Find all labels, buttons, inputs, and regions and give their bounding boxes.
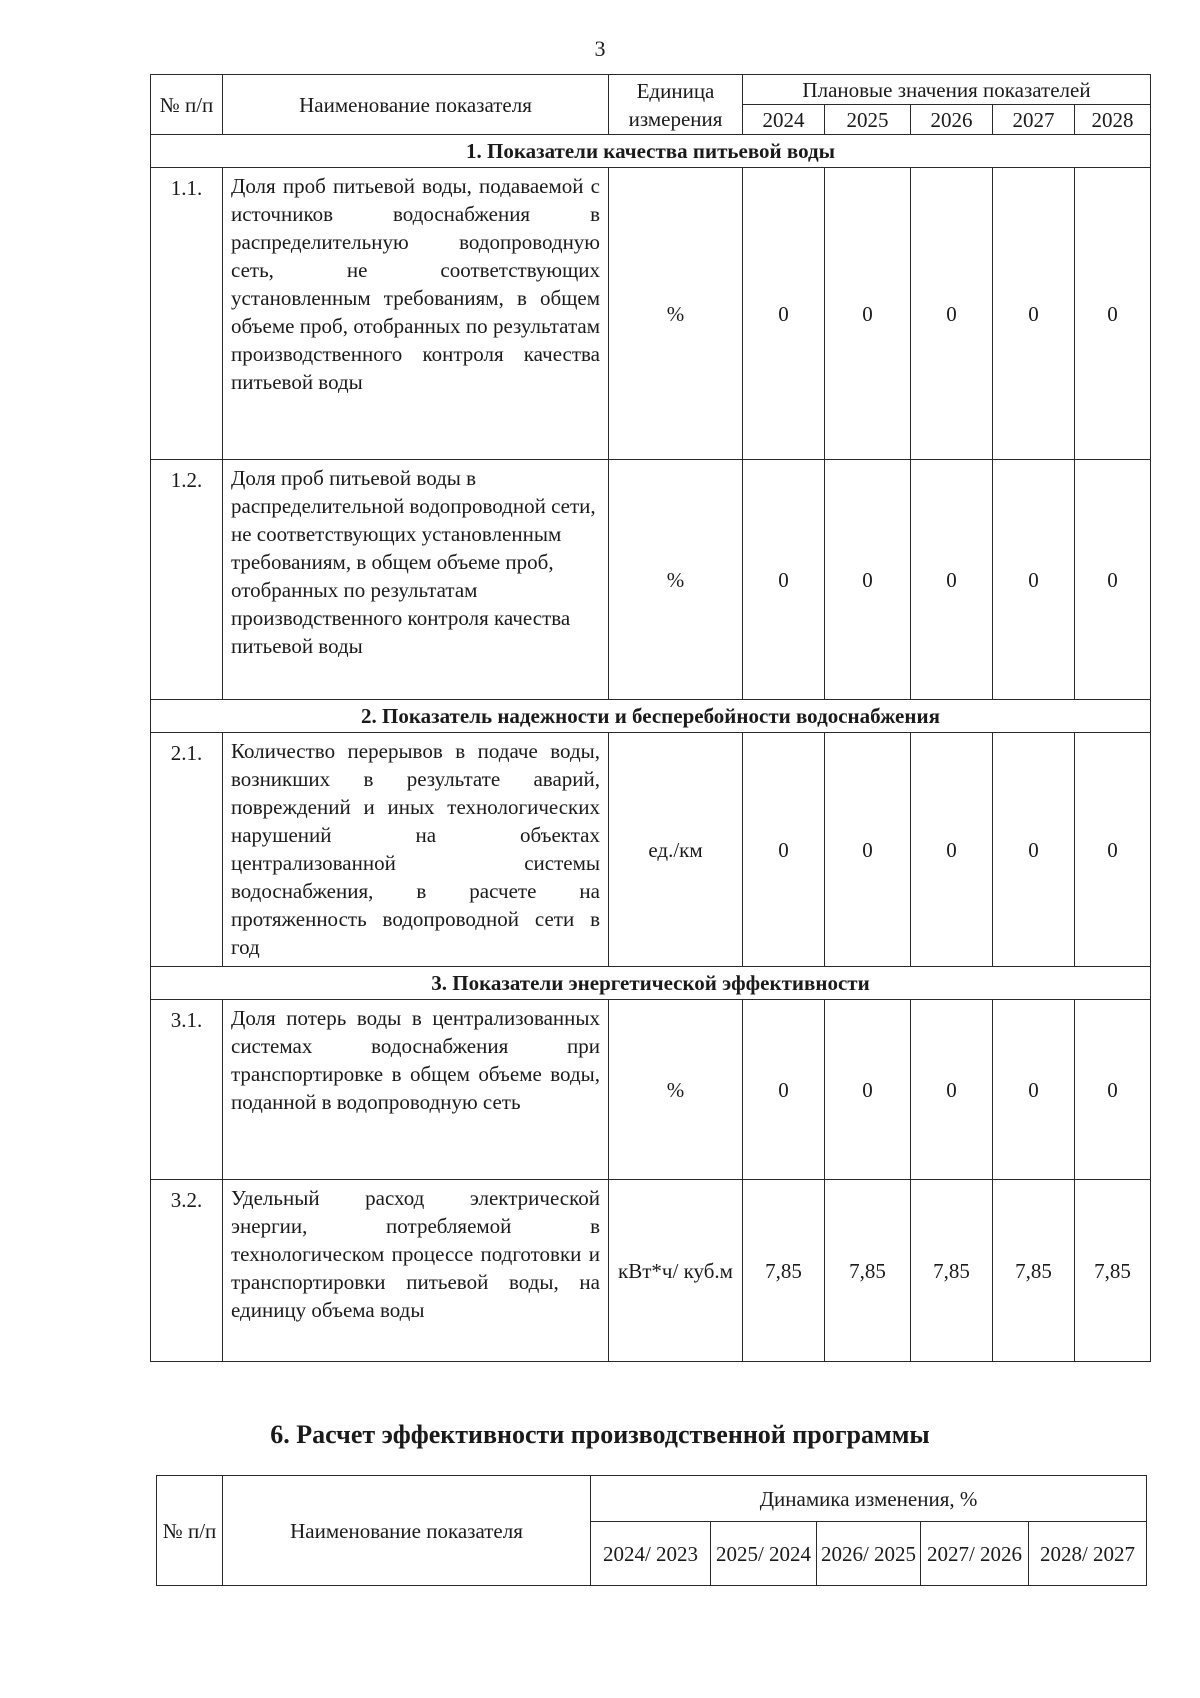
row-value: 0 — [993, 168, 1075, 460]
row-value: 0 — [993, 1000, 1075, 1180]
row-value: 0 — [993, 460, 1075, 700]
row-value: 0 — [1075, 1000, 1151, 1180]
table-row — [151, 733, 1151, 967]
section-title: 2. Показатель надежности и бесперебойности водоснабжения — [151, 700, 1151, 733]
row-value: 0 — [1075, 460, 1151, 700]
header-period: 2027/ 2026 — [921, 1522, 1029, 1586]
row-name: Количество перерывов в подаче воды, возникших в результате аварий, повреждений и иных технологических нарушений на объектах централизованной системы водоснабжения, в расчете на протяженность водопроводной сети в год — [223, 733, 609, 967]
header-year: 2025 — [825, 105, 911, 135]
row-value: 0 — [911, 168, 993, 460]
row-value: 7,85 — [911, 1180, 993, 1362]
header-year: 2026 — [911, 105, 993, 135]
header-num: № п/п — [151, 75, 223, 135]
row-num: 1.2. — [151, 460, 223, 700]
row-value: 0 — [911, 1000, 993, 1180]
header-unit: Единица измерения — [609, 75, 743, 135]
row-name: Доля проб питьевой воды, подаваемой с источников водоснабжения в распределительную водопроводную сеть, не соответствующих установленным требованиям, в общем объеме проб, отобранных по результатам производственного контроля качества питьевой воды — [223, 168, 609, 460]
row-value: 0 — [825, 168, 911, 460]
table-row — [151, 1180, 1151, 1362]
row-unit: кВт*ч/ куб.м — [609, 1180, 743, 1362]
header-period: 2028/ 2027 — [1029, 1522, 1147, 1586]
table-row — [151, 460, 1151, 700]
row-value: 0 — [1075, 733, 1151, 967]
row-value: 7,85 — [1075, 1180, 1151, 1362]
row-value: 7,85 — [993, 1180, 1075, 1362]
header-period: 2026/ 2025 — [817, 1522, 921, 1586]
efficiency-table — [156, 1475, 1147, 1586]
row-value: 0 — [911, 460, 993, 700]
header-period: 2025/ 2024 — [711, 1522, 817, 1586]
planned-indicators-table — [150, 74, 1151, 1362]
section-6-title: 6. Расчет эффективности производственной программы — [270, 1420, 930, 1449]
header-planned: Плановые значения показателей — [743, 75, 1151, 105]
header-year: 2028 — [1075, 105, 1151, 135]
row-num: 1.1. — [151, 168, 223, 460]
row-value: 0 — [743, 460, 825, 700]
section-title: 3. Показатели энергетической эффективности — [151, 967, 1151, 1000]
row-value: 0 — [743, 733, 825, 967]
table-row — [151, 1000, 1151, 1180]
row-unit: ед./км — [609, 733, 743, 967]
row-value: 0 — [825, 460, 911, 700]
table-row — [151, 168, 1151, 460]
row-unit: % — [609, 168, 743, 460]
row-num: 3.1. — [151, 1000, 223, 1180]
row-value: 0 — [1075, 168, 1151, 460]
section-title: 1. Показатели качества питьевой воды — [151, 135, 1151, 168]
row-unit: % — [609, 460, 743, 700]
header-num: № п/п — [157, 1476, 223, 1586]
page-number: 3 — [594, 36, 606, 61]
header-dynamics: Динамика изменения, % — [591, 1476, 1147, 1522]
header-name: Наименование показателя — [223, 75, 609, 135]
row-num: 3.2. — [151, 1180, 223, 1362]
row-value: 0 — [993, 733, 1075, 967]
row-value: 7,85 — [825, 1180, 911, 1362]
row-unit: % — [609, 1000, 743, 1180]
row-value: 0 — [743, 1000, 825, 1180]
row-value: 0 — [825, 733, 911, 967]
row-num: 2.1. — [151, 733, 223, 967]
row-value: 0 — [911, 733, 993, 967]
header-period: 2024/ 2023 — [591, 1522, 711, 1586]
header-year: 2027 — [993, 105, 1075, 135]
row-value: 7,85 — [743, 1180, 825, 1362]
header-year: 2024 — [743, 105, 825, 135]
header-name: Наименование показателя — [223, 1476, 591, 1586]
row-name: Удельный расход электрической энергии, потребляемой в технологическом процессе подготовки и транспортировки питьевой воды, на единицу объема воды — [223, 1180, 609, 1362]
row-name: Доля потерь воды в централизованных системах водоснабжения при транспортировке в общем объеме воды, поданной в водопроводную сеть — [223, 1000, 609, 1180]
row-value: 0 — [743, 168, 825, 460]
row-name: Доля проб питьевой воды в распределительной водопроводной сети, не соответствующих установленным требованиям, в общем объеме проб, отобранных по результатам производственного контроля качества питьевой воды — [223, 460, 609, 700]
row-value: 0 — [825, 1000, 911, 1180]
